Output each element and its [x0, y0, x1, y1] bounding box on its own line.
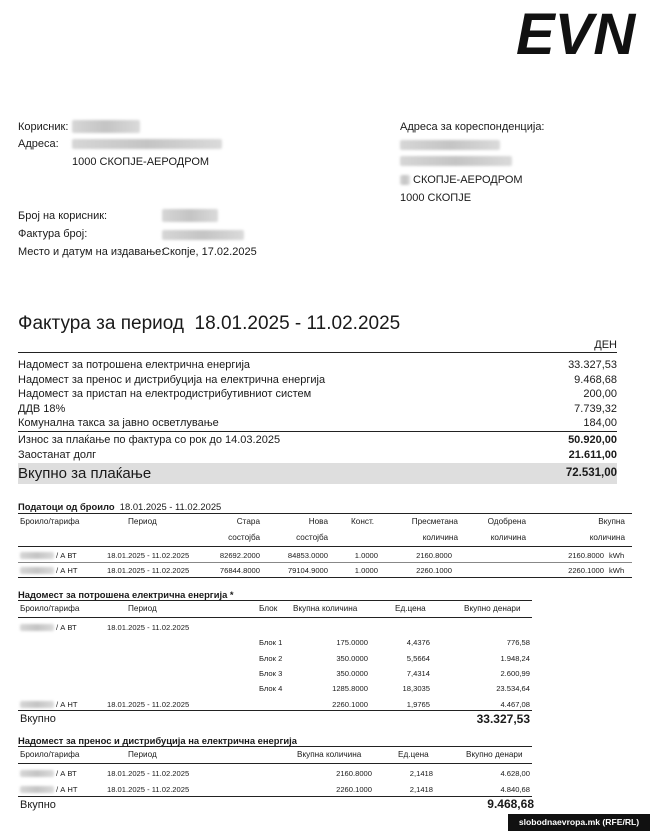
total-label: Вкупно за плаќање — [18, 465, 152, 482]
block-label: Блок 4 — [259, 684, 283, 693]
distribution-title: Надомест за пренос и дистрибуција на електрична енергија — [18, 735, 297, 746]
meter-header-calc: Пресметана — [411, 517, 458, 526]
consumption-qty: 2260.1000 — [332, 700, 368, 709]
redacted-address — [72, 139, 222, 149]
summary-row-value: 9.468,68 — [574, 374, 617, 386]
block-price: 7,4314 — [406, 669, 430, 678]
meter-row-line — [18, 562, 632, 563]
consumption-amount: 4.467,08 — [500, 700, 530, 709]
redacted-meter — [20, 770, 54, 777]
currency-label: ДЕН — [594, 339, 617, 351]
place-date-value: Скопје, 17.02.2025 — [162, 246, 257, 258]
distribution-tariff: / А ВТ — [56, 769, 77, 778]
summary-row-value: 33.327,53 — [568, 359, 617, 371]
redacted-corr-1 — [400, 140, 500, 150]
total-value: 72.531,00 — [565, 467, 617, 479]
consumption-title: Надомест за потрошена електрична енергија * — [18, 589, 234, 600]
meter-old: 76844.8000 — [219, 566, 260, 575]
consumption-header-price: Ед.цена — [395, 604, 426, 613]
redacted-customer-no — [162, 209, 218, 222]
consumption-tariff: / А НТ — [56, 700, 78, 709]
summary-row-label: ДДВ 18% — [18, 403, 66, 415]
block-amount: 23.534,64 — [496, 684, 530, 693]
summary-row-value: 200,00 — [583, 388, 617, 400]
distribution-period: 18.01.2025 - 11.02.2025 — [107, 769, 190, 778]
distribution-amount: 4.628,00 — [500, 769, 530, 778]
consumption-header-qty: Вкупна количина — [293, 604, 358, 613]
meter-calc: 2260.1000 — [416, 566, 452, 575]
redacted-meter — [20, 567, 54, 574]
debt-value: 21.611,00 — [568, 449, 617, 461]
meter-total: 2160.8000 — [568, 551, 604, 560]
due-label: Износ за плаќање по фактура со рок до 14.03.2025 — [18, 434, 281, 446]
invoice-no-label: Фактура број: — [18, 228, 88, 240]
meter-header-const: Конст. — [351, 517, 375, 526]
meter-period: 18.01.2025 - 11.02.2025 — [119, 501, 222, 512]
summary-row-value: 184,00 — [583, 417, 617, 429]
distribution-tariff: / А НТ — [56, 785, 78, 794]
distribution-header-line — [18, 763, 532, 764]
debt-label: Заостанат долг — [18, 449, 97, 461]
distribution-qty: 2260.1000 — [336, 785, 372, 794]
block-price: 5,5664 — [406, 654, 430, 663]
distribution-price: 2,1418 — [409, 769, 433, 778]
meter-header-total-2: количина — [589, 533, 625, 542]
summary-row-label: Надомест за пристап на електродистрибутивниот систем — [18, 388, 312, 400]
redacted-customer — [72, 120, 140, 133]
meter-header-meter: Броило/тарифа — [20, 517, 80, 526]
summary-row-label: Надомест за потрошена електрична енергија — [18, 359, 251, 371]
summary-divider — [18, 352, 617, 353]
redacted-meter — [20, 552, 54, 559]
meter-header-old-2: состојба — [228, 533, 260, 542]
distribution-header-price: Ед.цена — [398, 750, 429, 759]
block-price: 4,4376 — [406, 638, 430, 647]
invoice-title-prefix: Фактура за период — [18, 313, 184, 334]
meter-new: 79104.9000 — [287, 566, 328, 575]
meter-tariff: / А НТ — [56, 566, 78, 575]
meter-bottom-line — [18, 577, 632, 578]
block-label: Блок 1 — [259, 638, 283, 647]
consumption-header-meter: Броило/тарифа — [20, 604, 80, 613]
consumption-top-line — [18, 600, 532, 601]
block-qty: 175.0000 — [336, 638, 368, 647]
meter-const: 1.0000 — [354, 551, 378, 560]
meter-new: 84853.0000 — [287, 551, 328, 560]
consumption-tariff: / А ВТ — [56, 623, 77, 632]
consumption-period: 18.01.2025 - 11.02.2025 — [107, 700, 190, 709]
consumption-price: 1,9765 — [406, 700, 430, 709]
meter-header-approved: Одобрена — [487, 517, 526, 526]
meter-header-new-2: состојба — [296, 533, 328, 542]
distribution-total-label: Вкупно — [20, 799, 56, 811]
block-amount: 1.948,24 — [500, 654, 530, 663]
block-label: Блок 2 — [259, 654, 283, 663]
meter-period-cell: 18.01.2025 - 11.02.2025 — [107, 551, 190, 560]
corr-address-label: Адреса за кореспонденција: — [400, 121, 545, 133]
block-qty: 1285.8000 — [332, 684, 368, 693]
consumption-header-block: Блок — [259, 604, 278, 613]
block-price: 18,3035 — [402, 684, 430, 693]
meter-calc: 2160.8000 — [416, 551, 452, 560]
block-amount: 776,58 — [506, 638, 530, 647]
customer-no-label: Број на корисник: — [18, 210, 108, 222]
meter-old: 82692.2000 — [219, 551, 260, 560]
summary-row-label: Надомест за пренос и дистрибуција на електрична енергија — [18, 374, 326, 386]
block-label: Блок 3 — [259, 669, 283, 678]
meter-period-cell: 18.01.2025 - 11.02.2025 — [107, 566, 190, 575]
meter-header-total: Вкупна — [598, 517, 625, 526]
meter-header-new: Нова — [308, 517, 328, 526]
meter-header-calc-2: количина — [422, 533, 458, 542]
consumption-total-value: 33.327,53 — [476, 712, 530, 726]
distribution-total-value: 9.468,68 — [487, 797, 534, 811]
consumption-total-label: Вкупно — [20, 713, 56, 725]
distribution-header-qty: Вкупна количина — [297, 750, 362, 759]
meter-const: 1.0000 — [354, 566, 378, 575]
meter-header-line — [18, 546, 632, 547]
meter-header-period: Период — [128, 517, 157, 526]
meter-unit: kWh — [609, 566, 625, 575]
evn-logo-text: EVN — [516, 4, 636, 60]
meter-header-old: Стара — [236, 517, 260, 526]
address-label: Адреса: — [18, 138, 59, 150]
redacted-meter — [20, 701, 54, 708]
redacted-meter — [20, 624, 54, 631]
distribution-top-line — [18, 746, 532, 747]
meter-total: 2260.1000 — [568, 566, 604, 575]
distribution-price: 2,1418 — [409, 785, 433, 794]
redacted-invoice-no — [162, 230, 244, 240]
consumption-header-line — [18, 617, 532, 618]
invoice-title-period: 18.01.2025 - 11.02.2025 — [194, 313, 401, 334]
address-city: 1000 СКОПЈЕ-АЕРОДРОМ — [72, 156, 210, 168]
due-value: 50.920,00 — [568, 434, 617, 446]
photo-credit: slobodnaevropa.mk (RFE/RL) — [508, 814, 650, 831]
redacted-corr-2 — [400, 156, 512, 166]
evn-logo — [516, 4, 648, 60]
redacted-corr-3 — [400, 175, 410, 185]
distribution-amount: 4.840,68 — [500, 785, 530, 794]
meter-unit: kWh — [609, 551, 625, 560]
meter-tariff: / А ВТ — [56, 551, 77, 560]
customer-label: Корисник: — [18, 121, 69, 133]
meter-header-approved-2: количина — [490, 533, 526, 542]
distribution-header-period: Период — [128, 750, 157, 759]
block-qty: 350.0000 — [336, 669, 368, 678]
place-date-label: Место и датум на издавање: — [18, 246, 165, 258]
redacted-meter — [20, 786, 54, 793]
distribution-period: 18.01.2025 - 11.02.2025 — [107, 785, 190, 794]
summary-divider — [18, 431, 617, 432]
meter-top-line — [18, 513, 632, 514]
distribution-header-meter: Броило/тарифа — [20, 750, 80, 759]
corr-city: СКОПЈЕ-АЕРОДРОМ — [413, 174, 523, 186]
consumption-period: 18.01.2025 - 11.02.2025 — [107, 623, 190, 632]
consumption-bottom-line — [18, 710, 532, 711]
meter-section-title — [18, 501, 221, 512]
block-qty: 350.0000 — [336, 654, 368, 663]
summary-row-label: Комунална такса за јавно осветлување — [18, 417, 219, 429]
invoice-period-title — [18, 313, 400, 335]
block-amount: 2.600,99 — [500, 669, 530, 678]
consumption-header-period: Период — [128, 604, 157, 613]
meter-title: Податоци од броило — [18, 501, 115, 512]
consumption-header-amount: Вкупно денари — [464, 604, 521, 613]
distribution-qty: 2160.8000 — [336, 769, 372, 778]
distribution-header-amount: Вкупно денари — [466, 750, 523, 759]
summary-row-value: 7.739,32 — [574, 403, 617, 415]
corr-postal: 1000 СКОПЈЕ — [400, 192, 472, 204]
